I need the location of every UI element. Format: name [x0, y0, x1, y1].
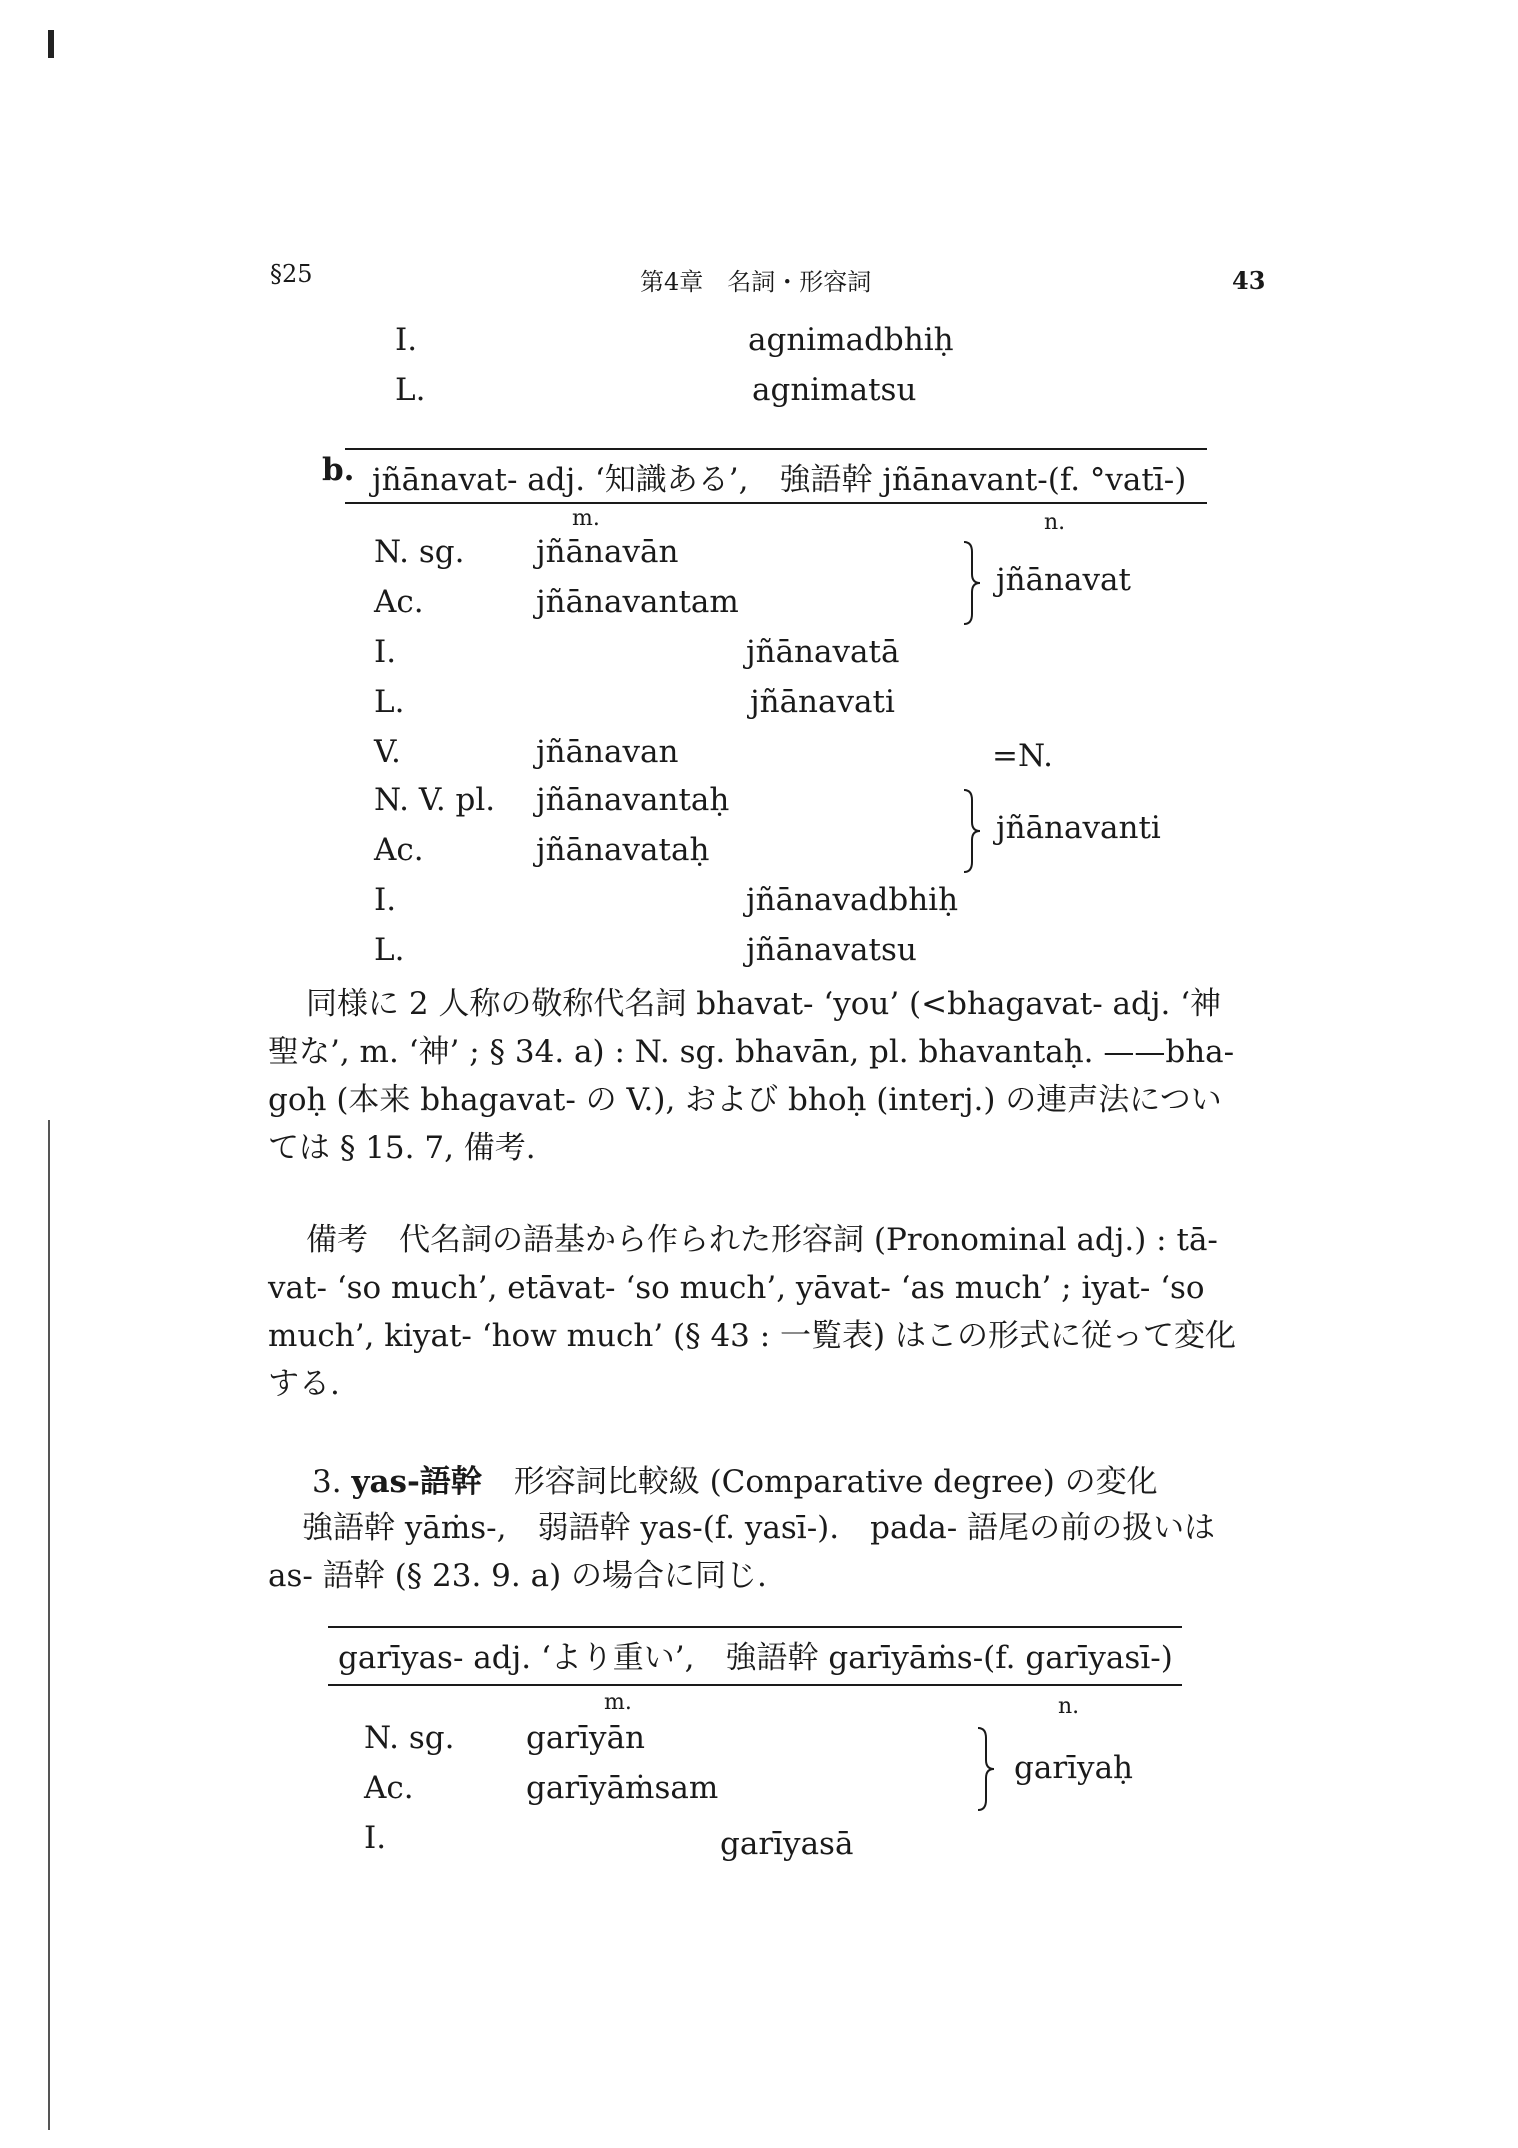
case-label: N. V. pl. [374, 782, 496, 818]
form-cell: jñānavantam [536, 584, 739, 620]
text-line: ては § 15. 7, 備考. [268, 1130, 536, 1166]
text-line: 強語幹 yāṁs-, 弱語幹 yas-(f. yasī-). pada- 語尾の前の扱いは [302, 1510, 1216, 1546]
table-b-top-rule [345, 448, 1207, 450]
section-heading-text: 形容詞比較級 (Comparative degree) の変化 [513, 1464, 1158, 1500]
section-number: 3. [312, 1464, 342, 1500]
text-line: vat- ‘so much’, etāvat- ‘so much’, yāvat- ‘as much’ ; iyat- ‘so [268, 1270, 1205, 1306]
brace-right [976, 1726, 998, 1812]
table-b-label: b. [322, 452, 355, 488]
text-line: 同様に 2 人称の敬称代名詞 bhavat- ‘you’ (<bhagavat- adj. ‘神 [306, 986, 1222, 1022]
section-stem-label: 語幹 [419, 1464, 482, 1500]
form-cell: jñānavatsu [746, 932, 917, 968]
case-label: Ac. [364, 1770, 414, 1806]
case-label: N. sg. [364, 1720, 455, 1756]
form-cell: jñānavati [750, 684, 895, 720]
case-label: N. sg. [374, 534, 465, 570]
text-line: 聖な’, m. ‘神’ ; § 34. a) : N. sg. bhavān, pl. bhavantaḥ. ——bha- [268, 1034, 1235, 1070]
text-line: する. [268, 1366, 340, 1402]
text-line: much’, kiyat- ‘how much’ (§ 43 : 一覧表) はこの形式に従って変化 [268, 1318, 1236, 1354]
text-line: as- 語幹 (§ 23. 9. a) の場合に同じ. [268, 1558, 767, 1594]
case-label: L. [395, 372, 426, 408]
brace-right [962, 788, 984, 874]
case-label: V. [374, 734, 401, 770]
form-cell: agnimatsu [752, 372, 917, 408]
form-cell: jñānavataḥ [536, 832, 710, 868]
section-heading [312, 1456, 1158, 1501]
text-line: 備考 代名詞の語基から作られた形容詞 (Pronominal adj.) : tā- [306, 1222, 1218, 1258]
case-label: Ac. [374, 584, 424, 620]
table-c-bottom-rule [328, 1684, 1182, 1686]
brace-right [962, 540, 984, 626]
case-label: Ac. [374, 832, 424, 868]
case-label: I. [374, 634, 397, 670]
form-cell: jñānavān [536, 534, 679, 570]
scan-margin-line [48, 1120, 50, 2130]
text-line: goḥ (本来 bhagavat- の V.), および bhoḥ (interj.) の連声法につい [268, 1082, 1222, 1118]
column-header-n: n. [1058, 1694, 1080, 1719]
form-cell: jñānavatā [746, 634, 900, 670]
form-cell: agnimadbhiḥ [748, 322, 954, 358]
section-stem: yas- [351, 1464, 420, 1500]
table-b-title: jñānavat- adj. ‘知識ある’, 強語幹 jñānavant-(f. °vatī-) [372, 462, 1187, 498]
table-c-top-rule [328, 1626, 1182, 1628]
column-header-m: m. [572, 506, 600, 531]
table-b-bottom-rule [345, 502, 1207, 504]
neuter-form: jñānavat [996, 562, 1131, 598]
form-cell: garīyāṁsam [526, 1770, 719, 1806]
neuter-form: garīyaḥ [1014, 1750, 1134, 1786]
column-header-m: m. [604, 1690, 632, 1715]
paragraph-bhavat [268, 980, 1250, 1172]
table-c-title: garīyas- adj. ‘より重い’, 強語幹 garīyāṁs-(f. garīyasī-) [338, 1640, 1173, 1676]
case-label: L. [374, 684, 405, 720]
form-cell: garīyasā [720, 1826, 854, 1862]
column-header-n: n. [1044, 510, 1066, 535]
scan-mark-top [48, 30, 54, 58]
case-label: I. [364, 1820, 387, 1856]
chapter-title: 第4章 名詞・形容詞 [640, 268, 872, 296]
paragraph-remark [268, 1216, 1250, 1408]
page-number: 43 [1232, 266, 1266, 295]
neuter-form: =N. [992, 738, 1053, 774]
case-label: I. [395, 322, 418, 358]
section-number: §25 [270, 260, 313, 288]
neuter-form: jñānavanti [996, 810, 1161, 846]
form-cell: jñānavadbhiḥ [746, 882, 959, 918]
form-cell: jñānavan [536, 734, 679, 770]
form-cell: garīyān [526, 1720, 646, 1756]
form-cell: jñānavantaḥ [536, 782, 730, 818]
case-label: I. [374, 882, 397, 918]
case-label: L. [374, 932, 405, 968]
paragraph-yas [268, 1504, 1250, 1600]
